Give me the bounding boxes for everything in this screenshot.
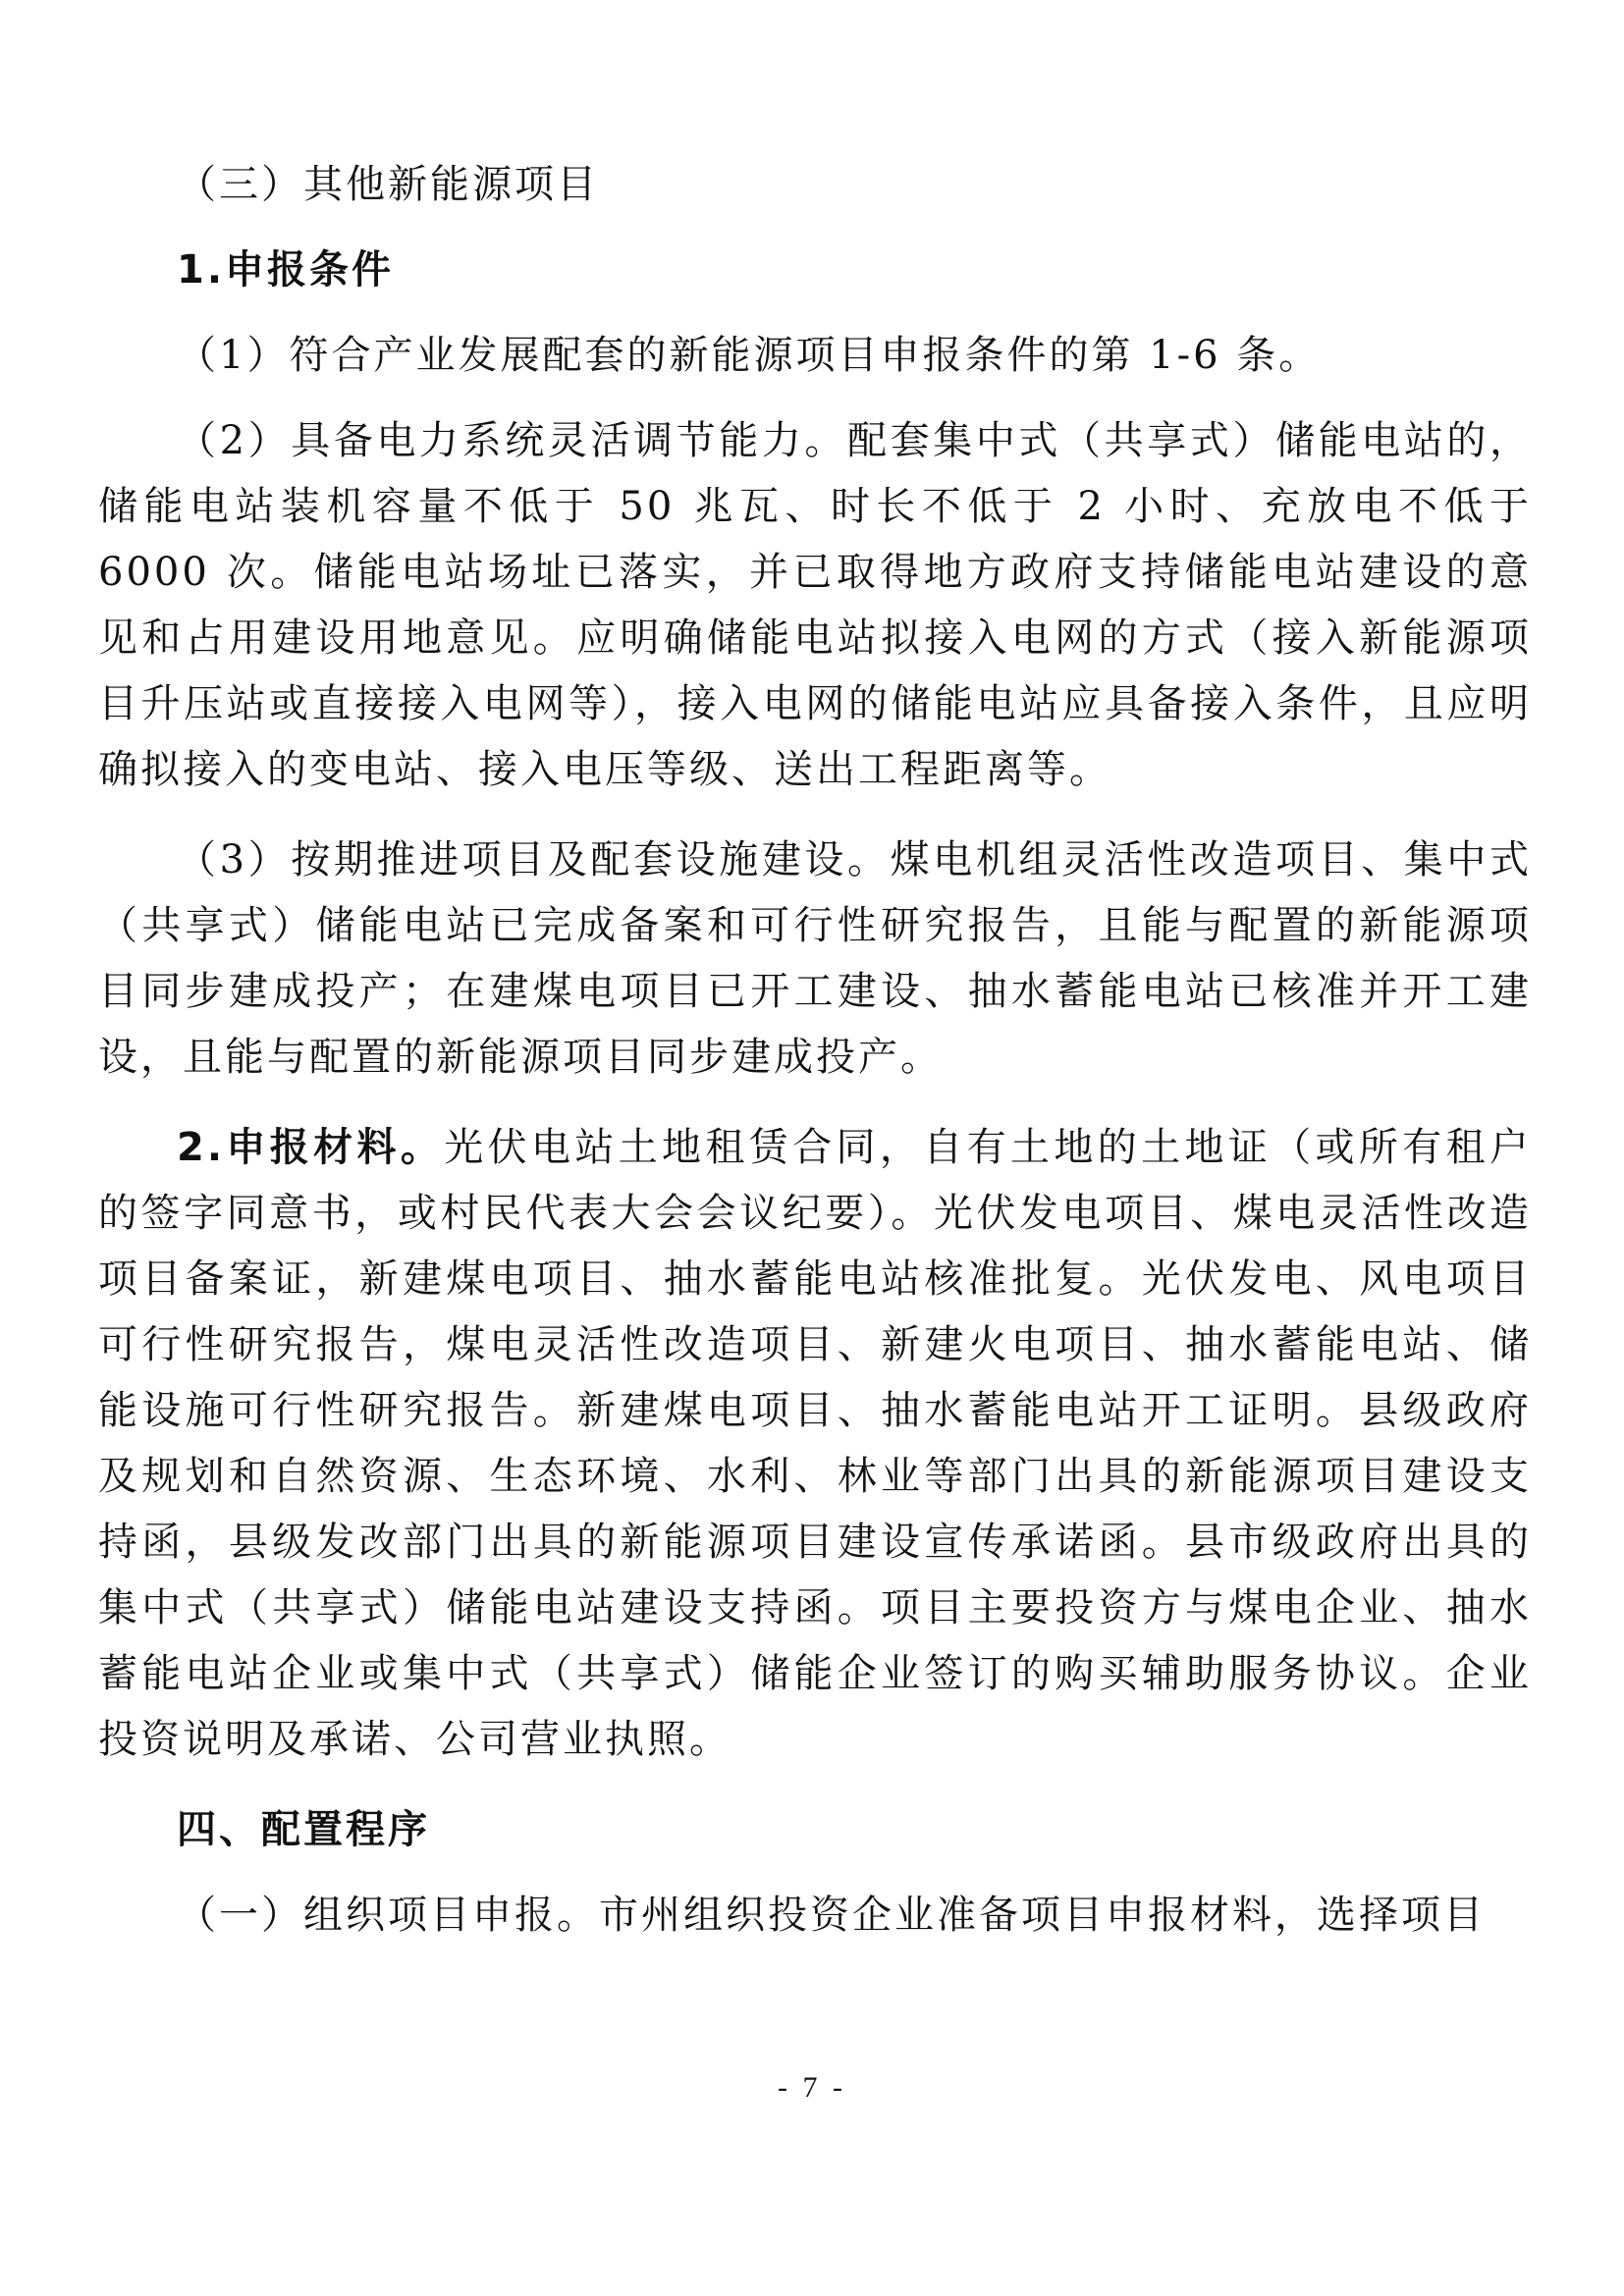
section-three-title: （三）其他新能源项目 [177, 162, 599, 207]
condition-2: （2）具备电力系统灵活调节能力。配套集中式（共享式）储能电站的，储能电站装机容量不低于 50 兆瓦、时长不低于 2 小时、充放电不低于 6000 次。储能电站场址已落实，并已取得地方政府支持储能电站建设的意见和占用建设用地意见。应明确储能电站拟接入电网的方式（接入新能源项目升压站或直接接入电网等），接入电网的储能电站应具备接入条件，且应明确拟接入的变电站、接入电压等级、送出工程距离等。 [98, 418, 1532, 792]
section-four-title: 四、配置程序 [177, 1807, 430, 1852]
procedure-step-1: （一）组织项目申报。市州组织投资企业准备项目申报材料，选择项目 [177, 1893, 1486, 1938]
subsection-1-title: 1.申报条件 [177, 247, 395, 293]
document-body [98, 152, 1532, 1968]
application-materials-paragraph [98, 1115, 1532, 1773]
condition-1: （1）符合产业发展配套的新能源项目申报条件的第 1-6 条。 [177, 333, 1322, 378]
application-materials-body: 光伏电站土地租赁合同，自有土地的土地证（或所有租户的签字同意书，或村民代表大会会议纪要）。光伏发电项目、煤电灵活性改造项目备案证，新建煤电项目、抽水蓄能电站核准批复。光伏发电、风电项目可行性研究报告，煤电灵活性改造项目、新建火电项目、抽水蓄能电站、储能设施可行性研究报告。新建煤电项目、抽水蓄能电站开工证明。县级政府及规划和自然资源、生态环境、水利、林业等部门出具的新能源项目建设支持函，县级发改部门出具的新能源项目建设宣传承诺函。县市级政府出具的集中式（共享式）储能电站建设支持函。项目主要投资方与煤电企业、抽水蓄能电站企业或集中式（共享式）储能企业签订的购买辅助服务协议。企业投资说明及承诺、公司营业执照。 [98, 1125, 1533, 1762]
condition-3: （3）按期推进项目及配套设施建设。煤电机组灵活性改造项目、集中式（共享式）储能电站已完成备案和可行性研究报告，且能与配置的新能源项目同步建成投产；在建煤电项目已开工建设、抽水蓄能电站已核准并开工建设，且能与配置的新能源项目同步建成投产。 [98, 837, 1532, 1080]
subsection-2-title: 2.申报材料。 [177, 1125, 445, 1170]
page-number: - 7 - [778, 2071, 846, 2104]
